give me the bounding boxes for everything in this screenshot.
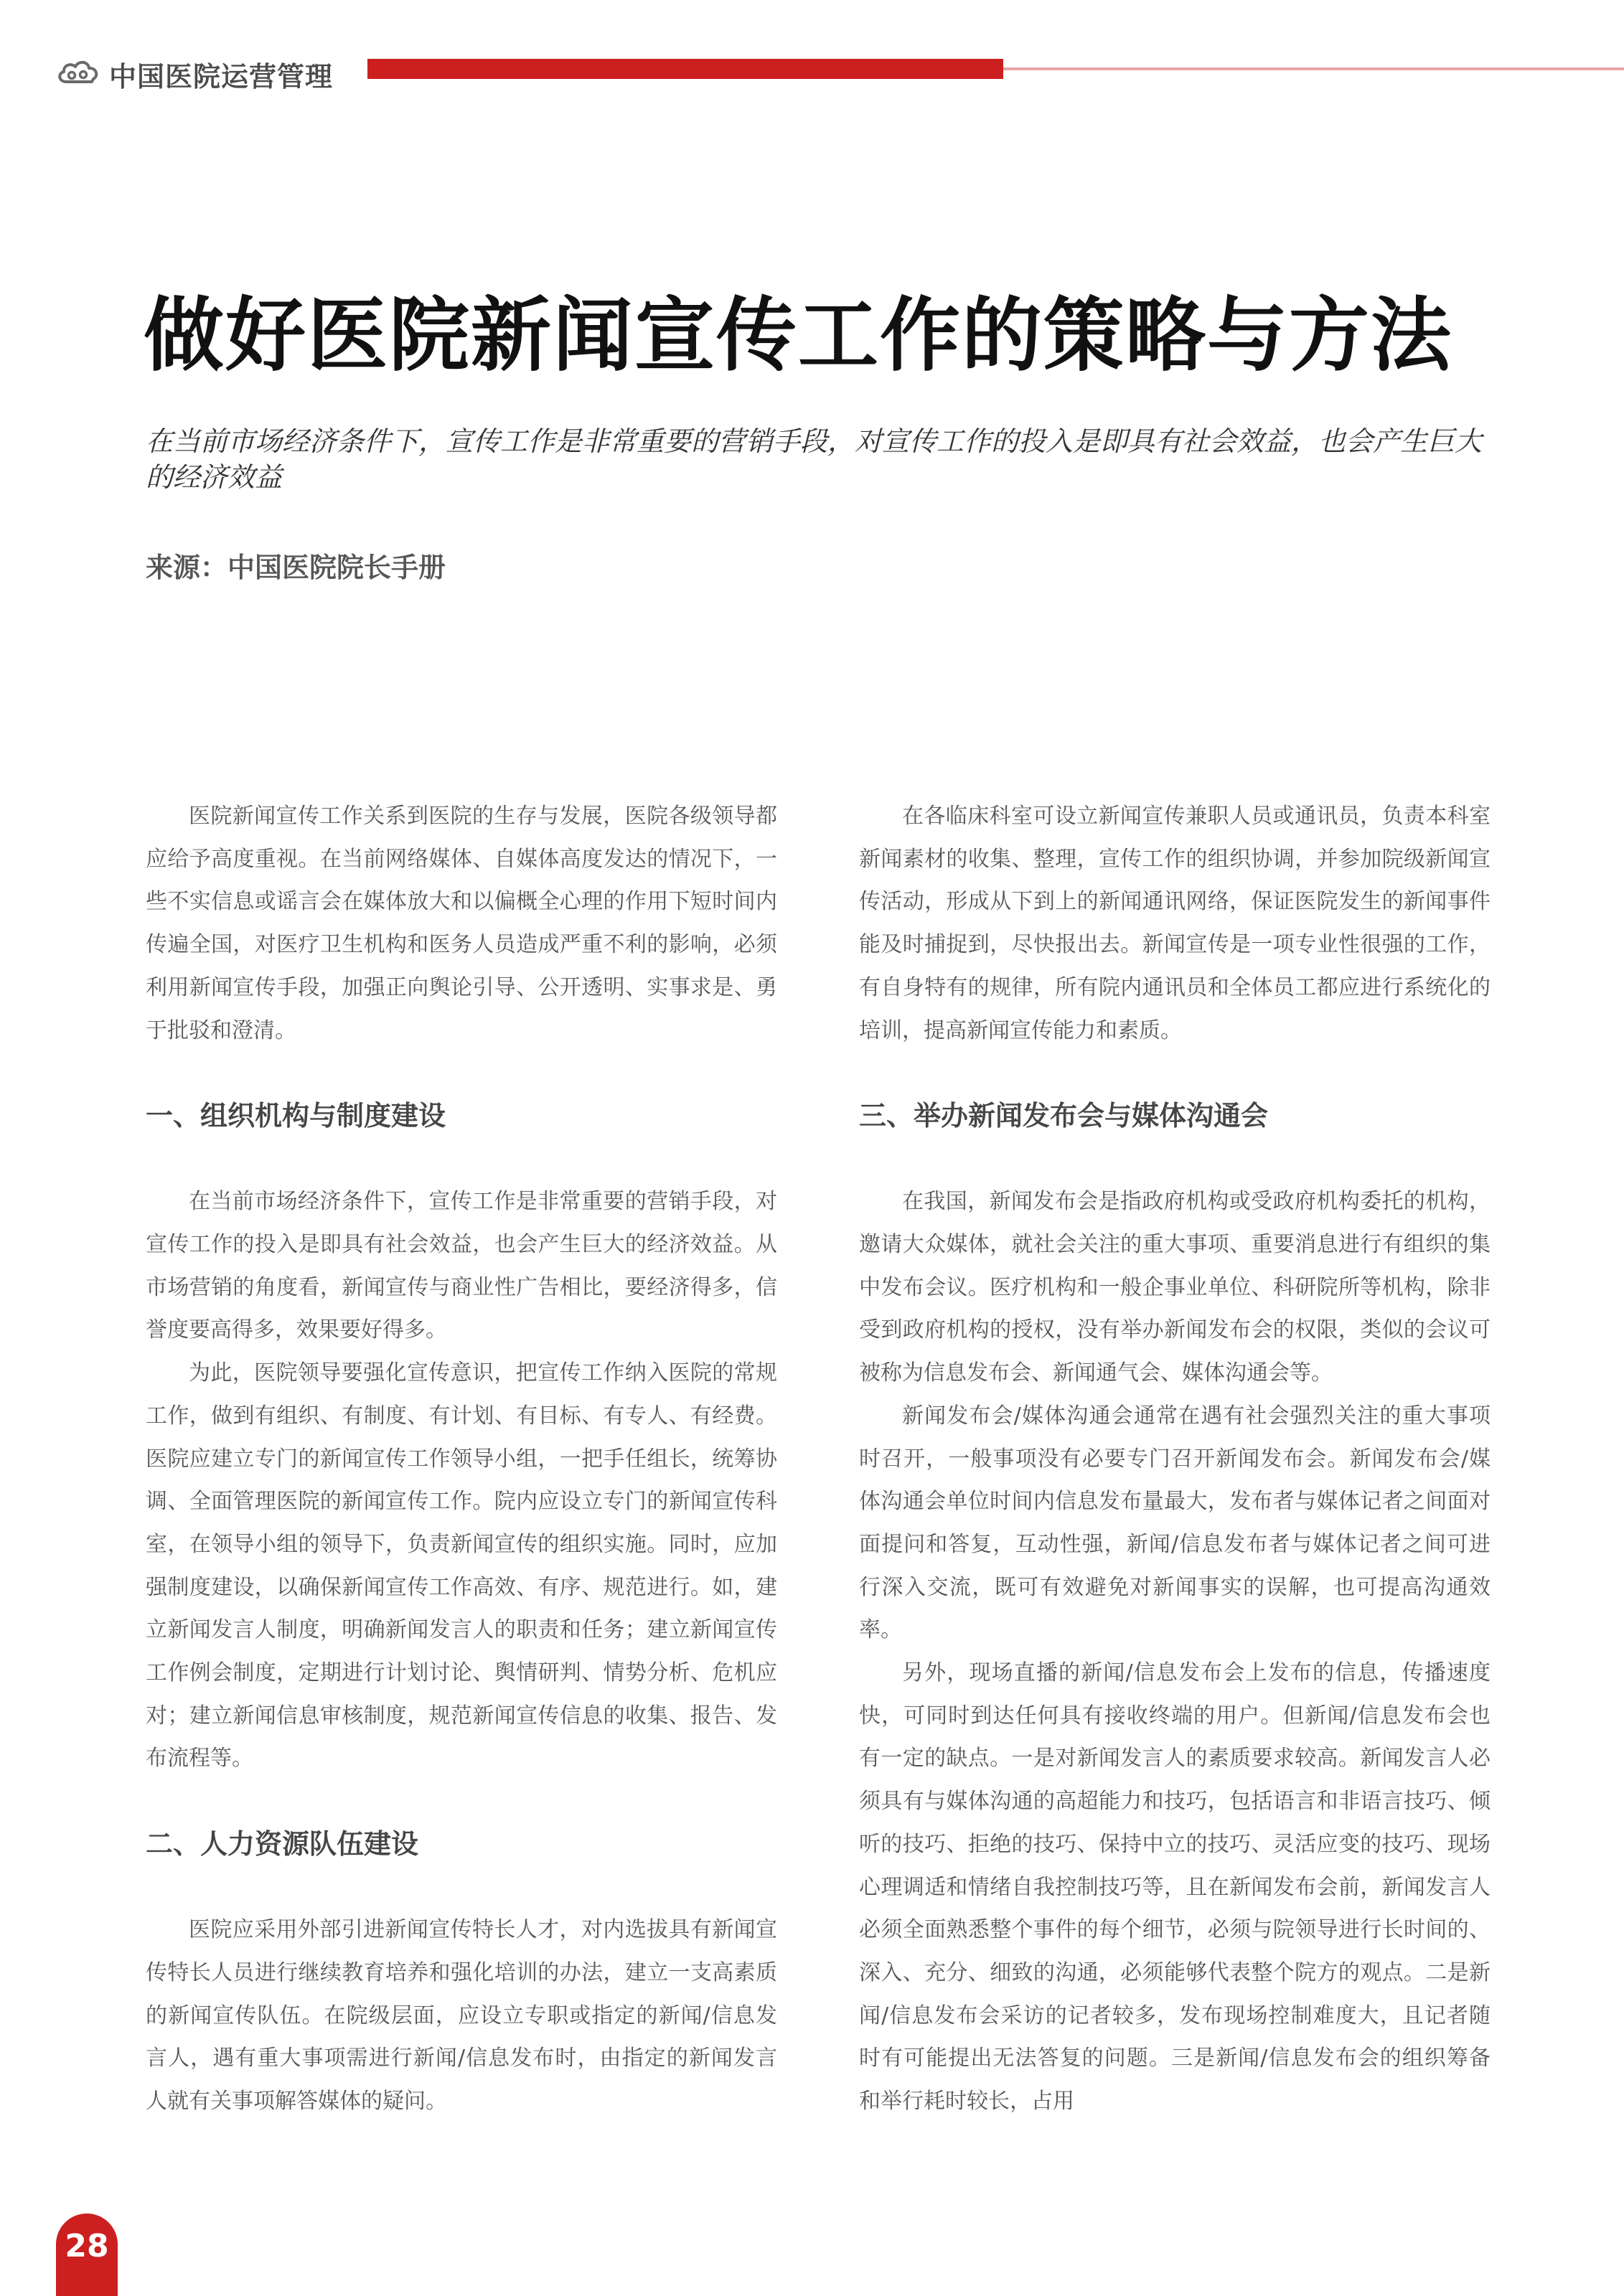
- section2-paragraph-1: 医院应采用外部引进新闻宣传特长人才，对内选拔具有新闻宣传特长人员进行继续教育培养和强化培训的办法，建立一支高素质的新闻宣传队伍。在院级层面，应设立专职或指定的新闻/信息发言人，遇有重大事项需进行新闻/信息发布时，由指定的新闻发言人就有关事项解答媒体的疑问。: [146, 1917, 777, 2114]
- section-heading-press-conference: 三、举办新闻发布会与媒体沟通会: [859, 1099, 1269, 1131]
- header-divider-line: [1003, 67, 1624, 70]
- section-heading-human-resources: 二、人力资源队伍建设: [146, 1827, 419, 1860]
- section3-paragraph-2: 新闻发布会/媒体沟通会通常在遇有社会强烈关注的重大事项时召开，一般事项没有必要专门召开新闻发布会。新闻发布会/媒体沟通会单位时间内信息发布量最大，发布者与媒体记者之间面对面提问和答复，互动性强，新闻/信息发布者与媒体记者之间可进行深入交流，既可有效避免对新闻事实的误解，也可提高沟通效率。: [859, 1403, 1491, 1643]
- right-column: [859, 795, 1491, 2123]
- page-number-badge: [56, 2213, 118, 2296]
- brand-name: 中国医院运营管理: [109, 61, 334, 93]
- cloud-logo-icon: [56, 57, 100, 86]
- article-subtitle: 在当前市场经济条件下，宣传工作是非常重要的营销手段，对宣传工作的投入是即具有社会效益，也会产生巨大的经济效益: [146, 425, 1483, 493]
- section1-paragraph-2: 为此，医院领导要强化宣传意识，把宣传工作纳入医院的常规工作，做到有组织、有制度、有计划、有目标、有专人、有经费。医院应建立专门的新闻宣传工作领导小组，一把手任组长，统筹协调、全面管理医院的新闻宣传工作。院内应设立专门的新闻宣传科室，在领导小组的领导下，负责新闻宣传的组织实施。同时，应加强制度建设，以确保新闻宣传工作高效、有序、规范进行。如，建立新闻发言人制度，明确新闻发言人的职责和任务；建立新闻宣传工作例会制度，定期进行计划讨论、舆情研判、情势分析、危机应对；建立新闻信息审核制度，规范新闻宣传信息的收集、报告、发布流程等。: [146, 1360, 777, 1772]
- page-number: 28: [65, 2228, 109, 2264]
- section1-paragraph-1: 在当前市场经济条件下，宣传工作是非常重要的营销手段，对宣传工作的投入是即具有社会效益，也会产生巨大的经济效益。从市场营销的角度看，新闻宣传与商业性广告相比，要经济得多，信誉度要高得多，效果要好得多。: [146, 1189, 777, 1343]
- right-paragraph-1: 在各临床科室可设立新闻宣传兼职人员或通讯员，负责本科室新闻素材的收集、整理，宣传工作的组织协调，并参加院级新闻宣传活动，形成从下到上的新闻通讯网络，保证医院发生的新闻事件能及时捕捉到，尽快报出去。新闻宣传是一项专业性很强的工作，有自身特有的规律，所有院内通讯员和全体员工都应进行系统化的培训，提高新闻宣传能力和素质。: [859, 804, 1491, 1043]
- section3-paragraph-1: 在我国，新闻发布会是指政府机构或受政府机构委托的机构，邀请大众媒体，就社会关注的重大事项、重要消息进行有组织的集中发布会议。医疗机构和一般企事业单位、科研院所等机构，除非受到政府机构的授权，没有举办新闻发布会的权限，类似的会议可被称为信息发布会、新闻通气会、媒体沟通会等。: [859, 1189, 1491, 1386]
- section3-paragraph-3: 另外，现场直播的新闻/信息发布会上发布的信息，传播速度快，可同时到达任何具有接收终端的用户。但新闻/信息发布会也有一定的缺点。一是对新闻发言人的素质要求较高。新闻发言人必须具有与媒体沟通的高超能力和技巧，包括语言和非语言技巧、倾听的技巧、拒绝的技巧、保持中立的技巧、灵活应变的技巧、现场心理调适和情绪自我控制技巧等，且在新闻发布会前，新闻发言人必须全面熟悉整个事件的每个细节，必须与院领导进行长时间的、深入、充分、细致的沟通，必须能够代表整个院方的观点。二是新闻/信息发布会采访的记者较多，发布现场控制难度大，且记者随时有可能提出无法答复的问题。三是新闻/信息发布会的组织筹备和举行耗时较长，占用: [859, 1660, 1491, 2114]
- intro-paragraph: 医院新闻宣传工作关系到医院的生存与发展，医院各级领导都应给予高度重视。在当前网络媒体、自媒体高度发达的情况下，一些不实信息或谣言会在媒体放大和以偏概全心理的作用下短时间内传遍全国，对医疗卫生机构和医务人员造成严重不利的影响，必须利用新闻宣传手段，加强正向舆论引导、公开透明、实事求是、勇于批驳和澄清。: [146, 804, 777, 1043]
- article-source: 来源：中国医院院长手册: [146, 552, 446, 583]
- header-accent-bar: [367, 59, 1003, 79]
- left-column: [146, 795, 777, 2123]
- section-heading-organization: 一、组织机构与制度建设: [146, 1099, 446, 1131]
- article-title: 做好医院新闻宣传工作的策略与方法: [144, 289, 1452, 382]
- page-header: [56, 52, 1624, 95]
